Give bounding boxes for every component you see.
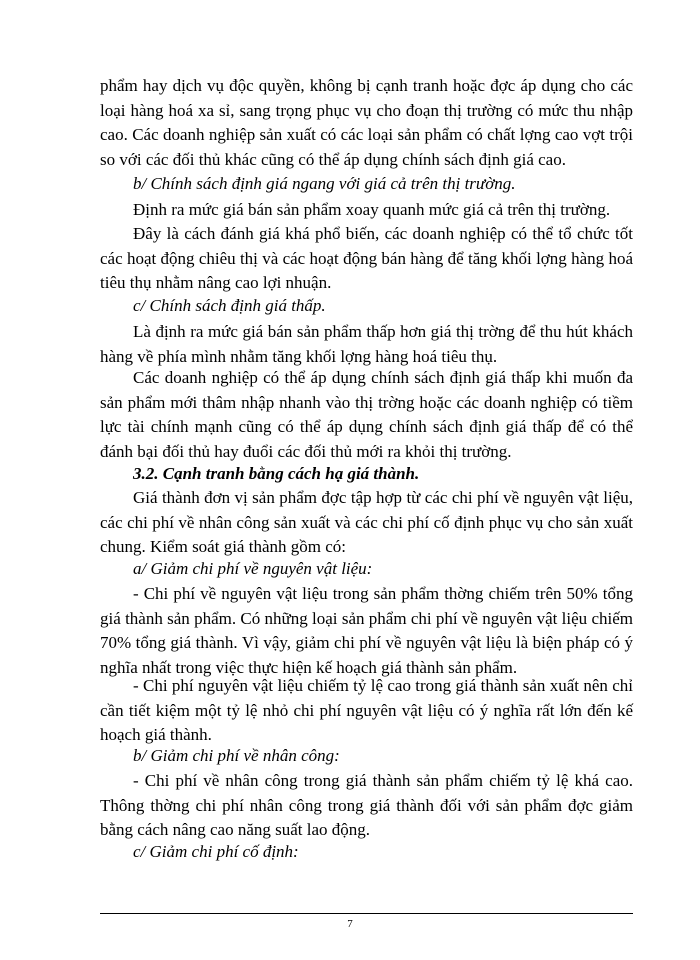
paragraph-material-cost-share: - Chi phí về nguyên vật liệu trong sản phẩm thờng chiếm trên 50% tổng giá thành sản phẩm. Có những loại sản phẩm chi phí về nguyên vật liệu chiếm 70% tổng giá thành. Vì vậy, giảm chi phí về nguyên vật liệu là biện pháp có ý nghĩa nhất trong việc thực hiện kế hoạch giá thành sản phẩm. [100,584,633,677]
heading-fixed-cost: c/ Giảm chi phí cố định: [133,842,299,861]
paragraph-labor-cost: - Chi phí về nhân công trong giá thành sản phẩm chiếm tỷ lệ khá cao. Thông thờng chi phí nhân công trong giá thành đối với sản phẩm đợc giảm bằng cách nâng cao năng suất lao động. [100,771,633,839]
paragraph-high-pricing-continued: phẩm hay dịch vụ độc quyền, không bị cạnh tranh hoặc đợc áp dụng cho các loại hàng hoá xa sỉ, sang trọng phục vụ cho đoạn thị trường có mức thu nhập cao. Các doanh nghiệp sản xuất có các loại sản phẩm có chất lợng cao vợt trội so với các đối thủ khác cũng có thể áp dụng chính sách định giá cao. [100,76,633,169]
paragraph-low-pricing-definition: Là định ra mức giá bán sản phẩm thấp hơn giá thị trờng để thu hút khách hàng về phía mình nhằm tăng khối lợng hàng hoá tiêu thụ. [100,322,633,366]
paragraph-market-pricing-definition: Định ra mức giá bán sản phẩm xoay quanh mức giá cả trên thị trường. [133,200,611,219]
section-heading-3-2: 3.2. Cạnh tranh bằng cách hạ giá thành. [133,464,420,483]
paragraph-market-pricing-usage: Đây là cách đánh giá khá phổ biến, các doanh nghiệp có thể tổ chức tốt các hoạt động chiêu thị và các hoạt động bán hàng để tăng khối lợng hàng hoá tiêu thụ nhằm nâng cao lợi nhuận. [100,224,633,292]
footer-rule [100,913,633,914]
paragraph-low-pricing-usage: Các doanh nghiệp có thể áp dụng chính sách định giá thấp khi muốn đa sản phẩm mới thâm nhập nhanh vào thị trờng hoặc các doanh nghiệp có tiềm lực tài chính mạnh cũng có thể áp dụng chính sách định giá thấp để có thể đánh bại đối thủ hay đuổi các đối thủ mới ra khỏi thị trường. [100,368,633,461]
paragraph-material-cost-savings: - Chi phí nguyên vật liệu chiếm tỷ lệ cao trong giá thành sản xuất nên chỉ cần tiết kiệm một tỷ lệ nhỏ chi phí nguyên vật liệu có ý nghĩa rất lớn đến kế hoạch giá thành. [100,676,633,744]
heading-material-cost: a/ Giảm chi phí về nguyên vật liệu: [133,559,373,578]
heading-low-pricing: c/ Chính sách định giá thấp. [133,296,326,315]
page-number: 7 [347,918,353,930]
paragraph-unit-cost: Giá thành đơn vị sản phẩm đợc tập hợp từ các chi phí về nguyên vật liệu, các chi phí về nhân công sản xuất và các chi phí cố định phục vụ cho sản xuất chung. Kiểm soát giá thành gồm có: [100,488,633,556]
heading-labor-cost: b/ Giảm chi phí về nhân công: [133,746,340,765]
heading-market-pricing: b/ Chính sách định giá ngang với giá cả trên thị trường. [133,174,516,193]
